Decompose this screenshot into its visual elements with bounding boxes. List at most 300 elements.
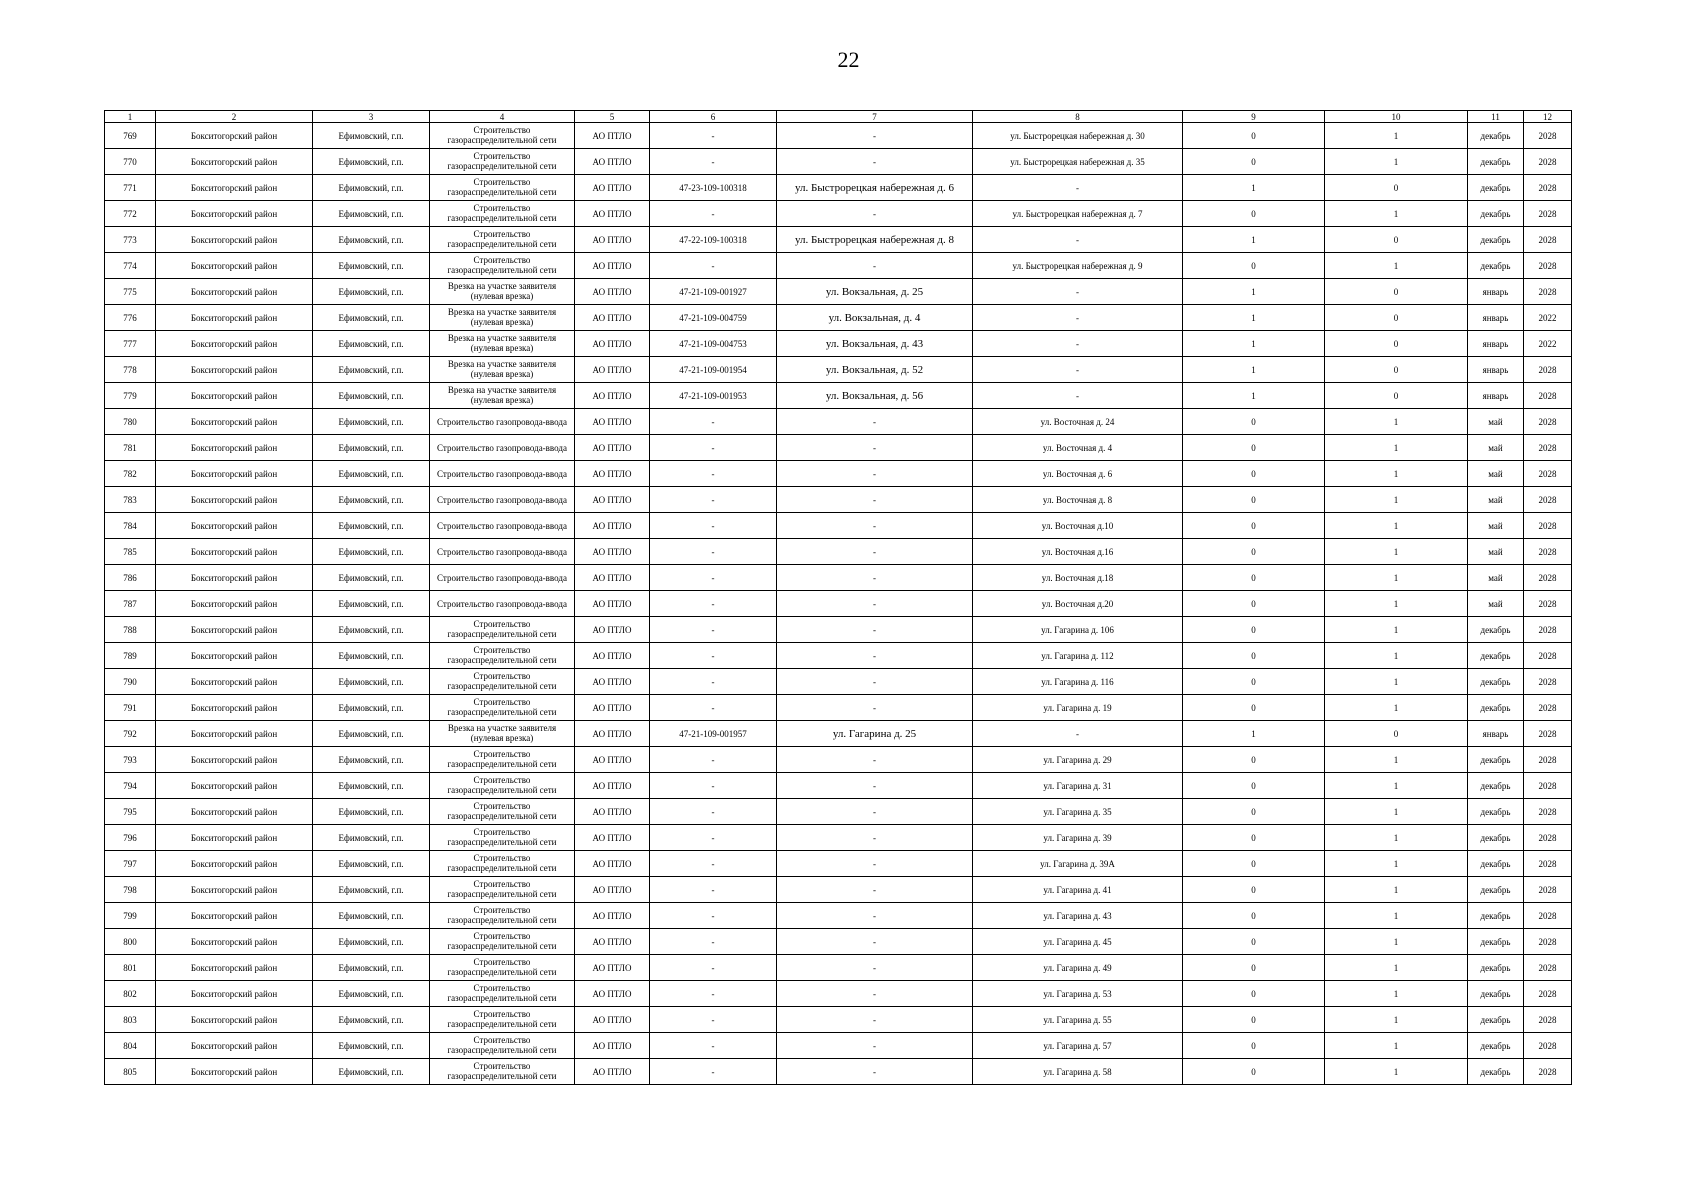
cell-cadastral-number: - bbox=[650, 981, 777, 1007]
cell-count-b: 1 bbox=[1325, 981, 1468, 1007]
table-row bbox=[105, 383, 1572, 409]
cell-year: 2028 bbox=[1524, 955, 1572, 981]
cell-cadastral-number: - bbox=[650, 669, 777, 695]
cell-year: 2028 bbox=[1524, 461, 1572, 487]
cell-month: декабрь bbox=[1468, 981, 1524, 1007]
cell-cadastral-number: - bbox=[650, 513, 777, 539]
cell-year: 2028 bbox=[1524, 643, 1572, 669]
cell-count-a: 0 bbox=[1183, 773, 1325, 799]
cell-cadastral-number: - bbox=[650, 799, 777, 825]
cell-work-type: Строительство газораспределительной сети bbox=[430, 643, 575, 669]
cell-district: Бокситогорский район bbox=[156, 461, 313, 487]
cell-applicant-address: - bbox=[777, 877, 973, 903]
cell-settlement: Ефимовский, г.п. bbox=[313, 695, 430, 721]
cell-month: декабрь bbox=[1468, 929, 1524, 955]
table-row bbox=[105, 851, 1572, 877]
cell-settlement: Ефимовский, г.п. bbox=[313, 877, 430, 903]
cell-operator: АО ПТЛО bbox=[575, 591, 650, 617]
cell-count-a: 0 bbox=[1183, 929, 1325, 955]
cell-district: Бокситогорский район bbox=[156, 227, 313, 253]
cell-network-address: - bbox=[973, 227, 1183, 253]
cell-row-number: 802 bbox=[105, 981, 156, 1007]
cell-district: Бокситогорский район bbox=[156, 929, 313, 955]
cell-operator: АО ПТЛО bbox=[575, 669, 650, 695]
cell-work-type: Строительство газопровода-ввода bbox=[430, 487, 575, 513]
cell-applicant-address: - bbox=[777, 409, 973, 435]
cell-network-address: ул. Гагарина д. 45 bbox=[973, 929, 1183, 955]
cell-month: декабрь bbox=[1468, 747, 1524, 773]
cell-year: 2028 bbox=[1524, 929, 1572, 955]
cell-count-b: 0 bbox=[1325, 383, 1468, 409]
cell-operator: АО ПТЛО bbox=[575, 851, 650, 877]
cell-district: Бокситогорский район bbox=[156, 123, 313, 149]
cell-count-b: 1 bbox=[1325, 955, 1468, 981]
cell-settlement: Ефимовский, г.п. bbox=[313, 305, 430, 331]
table-row bbox=[105, 123, 1572, 149]
cell-settlement: Ефимовский, г.п. bbox=[313, 773, 430, 799]
cell-work-type: Строительство газопровода-ввода bbox=[430, 461, 575, 487]
cell-count-a: 1 bbox=[1183, 175, 1325, 201]
cell-row-number: 805 bbox=[105, 1059, 156, 1085]
cell-work-type: Врезка на участке заявителя (нулевая врезка) bbox=[430, 279, 575, 305]
header-row bbox=[105, 111, 1572, 123]
cell-applicant-address: - bbox=[777, 747, 973, 773]
cell-applicant-address: - bbox=[777, 617, 973, 643]
cell-network-address: ул. Гагарина д. 116 bbox=[973, 669, 1183, 695]
cell-count-a: 0 bbox=[1183, 825, 1325, 851]
cell-operator: АО ПТЛО bbox=[575, 929, 650, 955]
cell-count-b: 1 bbox=[1325, 461, 1468, 487]
cell-settlement: Ефимовский, г.п. bbox=[313, 929, 430, 955]
cell-applicant-address: - bbox=[777, 539, 973, 565]
column-header-9: 9 bbox=[1183, 111, 1325, 123]
table-row bbox=[105, 409, 1572, 435]
cell-operator: АО ПТЛО bbox=[575, 513, 650, 539]
cell-settlement: Ефимовский, г.п. bbox=[313, 279, 430, 305]
cell-month: декабрь bbox=[1468, 955, 1524, 981]
cell-count-a: 0 bbox=[1183, 851, 1325, 877]
cell-district: Бокситогорский район bbox=[156, 149, 313, 175]
cell-count-a: 0 bbox=[1183, 669, 1325, 695]
table-row bbox=[105, 877, 1572, 903]
cell-cadastral-number: - bbox=[650, 1059, 777, 1085]
cell-row-number: 779 bbox=[105, 383, 156, 409]
cell-cadastral-number: 47-21-109-001927 bbox=[650, 279, 777, 305]
cell-applicant-address: - bbox=[777, 955, 973, 981]
cell-applicant-address: - bbox=[777, 929, 973, 955]
table-header bbox=[105, 111, 1572, 123]
cell-district: Бокситогорский район bbox=[156, 955, 313, 981]
cell-district: Бокситогорский район bbox=[156, 851, 313, 877]
cell-month: декабрь bbox=[1468, 1059, 1524, 1085]
cell-month: январь bbox=[1468, 357, 1524, 383]
cell-count-b: 1 bbox=[1325, 123, 1468, 149]
table-row bbox=[105, 1007, 1572, 1033]
cell-work-type: Строительство газораспределительной сети bbox=[430, 123, 575, 149]
cell-count-a: 0 bbox=[1183, 409, 1325, 435]
cell-network-address: ул. Быстрорецкая набережная д. 9 bbox=[973, 253, 1183, 279]
cell-district: Бокситогорский район bbox=[156, 643, 313, 669]
table-row bbox=[105, 539, 1572, 565]
cell-year: 2028 bbox=[1524, 487, 1572, 513]
cell-district: Бокситогорский район bbox=[156, 357, 313, 383]
cell-applicant-address: ул. Вокзальная, д. 43 bbox=[777, 331, 973, 357]
cell-month: январь bbox=[1468, 279, 1524, 305]
column-header-2: 2 bbox=[156, 111, 313, 123]
table-row bbox=[105, 1033, 1572, 1059]
cell-year: 2028 bbox=[1524, 565, 1572, 591]
cell-count-a: 0 bbox=[1183, 1059, 1325, 1085]
cell-month: май bbox=[1468, 565, 1524, 591]
cell-count-a: 1 bbox=[1183, 383, 1325, 409]
cell-network-address: ул. Гагарина д. 39А bbox=[973, 851, 1183, 877]
cell-operator: АО ПТЛО bbox=[575, 1007, 650, 1033]
cell-row-number: 770 bbox=[105, 149, 156, 175]
cell-row-number: 801 bbox=[105, 955, 156, 981]
cell-year: 2028 bbox=[1524, 903, 1572, 929]
cell-applicant-address: - bbox=[777, 565, 973, 591]
cell-row-number: 772 bbox=[105, 201, 156, 227]
table-row bbox=[105, 227, 1572, 253]
cell-count-a: 1 bbox=[1183, 279, 1325, 305]
cell-operator: АО ПТЛО bbox=[575, 253, 650, 279]
cell-month: январь bbox=[1468, 305, 1524, 331]
cell-applicant-address: - bbox=[777, 643, 973, 669]
cell-year: 2028 bbox=[1524, 1059, 1572, 1085]
cell-settlement: Ефимовский, г.п. bbox=[313, 1033, 430, 1059]
cell-work-type: Строительство газопровода-ввода bbox=[430, 435, 575, 461]
cell-count-a: 0 bbox=[1183, 799, 1325, 825]
cell-cadastral-number: - bbox=[650, 565, 777, 591]
table-row bbox=[105, 669, 1572, 695]
table-row bbox=[105, 591, 1572, 617]
cell-operator: АО ПТЛО bbox=[575, 617, 650, 643]
cell-work-type: Строительство газораспределительной сети bbox=[430, 747, 575, 773]
cell-district: Бокситогорский район bbox=[156, 1007, 313, 1033]
cell-row-number: 781 bbox=[105, 435, 156, 461]
cell-year: 2028 bbox=[1524, 669, 1572, 695]
cell-count-a: 0 bbox=[1183, 591, 1325, 617]
column-header-6: 6 bbox=[650, 111, 777, 123]
cell-count-b: 1 bbox=[1325, 825, 1468, 851]
cell-settlement: Ефимовский, г.п. bbox=[313, 617, 430, 643]
cell-count-b: 0 bbox=[1325, 721, 1468, 747]
cell-row-number: 803 bbox=[105, 1007, 156, 1033]
cell-settlement: Ефимовский, г.п. bbox=[313, 539, 430, 565]
cell-cadastral-number: 47-21-109-001953 bbox=[650, 383, 777, 409]
cell-cadastral-number: 47-21-109-004759 bbox=[650, 305, 777, 331]
cell-year: 2028 bbox=[1524, 227, 1572, 253]
cell-work-type: Строительство газораспределительной сети bbox=[430, 1033, 575, 1059]
table-row bbox=[105, 357, 1572, 383]
cell-district: Бокситогорский район bbox=[156, 383, 313, 409]
cell-count-b: 1 bbox=[1325, 1007, 1468, 1033]
table-row bbox=[105, 1059, 1572, 1085]
cell-network-address: - bbox=[973, 305, 1183, 331]
cell-year: 2028 bbox=[1524, 253, 1572, 279]
cell-operator: АО ПТЛО bbox=[575, 279, 650, 305]
cell-count-a: 0 bbox=[1183, 123, 1325, 149]
cell-work-type: Строительство газопровода-ввода bbox=[430, 591, 575, 617]
table-row bbox=[105, 487, 1572, 513]
cell-district: Бокситогорский район bbox=[156, 669, 313, 695]
cell-network-address: ул. Гагарина д. 106 bbox=[973, 617, 1183, 643]
cell-row-number: 771 bbox=[105, 175, 156, 201]
cell-network-address: ул. Гагарина д. 39 bbox=[973, 825, 1183, 851]
cell-year: 2028 bbox=[1524, 721, 1572, 747]
cell-operator: АО ПТЛО bbox=[575, 1033, 650, 1059]
cell-settlement: Ефимовский, г.п. bbox=[313, 175, 430, 201]
cell-month: декабрь bbox=[1468, 643, 1524, 669]
cell-cadastral-number: - bbox=[650, 903, 777, 929]
cell-month: май bbox=[1468, 487, 1524, 513]
cell-cadastral-number: 47-23-109-100318 bbox=[650, 175, 777, 201]
cell-month: декабрь bbox=[1468, 227, 1524, 253]
cell-row-number: 790 bbox=[105, 669, 156, 695]
cell-operator: АО ПТЛО bbox=[575, 1059, 650, 1085]
cell-applicant-address: - bbox=[777, 669, 973, 695]
cell-work-type: Строительство газораспределительной сети bbox=[430, 955, 575, 981]
cell-row-number: 800 bbox=[105, 929, 156, 955]
cell-count-a: 0 bbox=[1183, 435, 1325, 461]
table-row bbox=[105, 279, 1572, 305]
cell-row-number: 789 bbox=[105, 643, 156, 669]
cell-count-b: 1 bbox=[1325, 435, 1468, 461]
cell-settlement: Ефимовский, г.п. bbox=[313, 591, 430, 617]
cell-month: май bbox=[1468, 591, 1524, 617]
cell-settlement: Ефимовский, г.п. bbox=[313, 513, 430, 539]
cell-settlement: Ефимовский, г.п. bbox=[313, 747, 430, 773]
cell-network-address: ул. Быстрорецкая набережная д. 35 bbox=[973, 149, 1183, 175]
cell-year: 2028 bbox=[1524, 175, 1572, 201]
cell-settlement: Ефимовский, г.п. bbox=[313, 201, 430, 227]
cell-count-a: 0 bbox=[1183, 955, 1325, 981]
cell-settlement: Ефимовский, г.п. bbox=[313, 461, 430, 487]
cell-month: декабрь bbox=[1468, 903, 1524, 929]
cell-district: Бокситогорский район bbox=[156, 331, 313, 357]
table-row bbox=[105, 799, 1572, 825]
cell-district: Бокситогорский район bbox=[156, 877, 313, 903]
cell-network-address: ул. Быстрорецкая набережная д. 30 bbox=[973, 123, 1183, 149]
cell-applicant-address: - bbox=[777, 123, 973, 149]
cell-work-type: Строительство газораспределительной сети bbox=[430, 877, 575, 903]
cell-settlement: Ефимовский, г.п. bbox=[313, 383, 430, 409]
cell-row-number: 792 bbox=[105, 721, 156, 747]
cell-applicant-address: - bbox=[777, 851, 973, 877]
cell-operator: АО ПТЛО bbox=[575, 643, 650, 669]
cell-year: 2022 bbox=[1524, 305, 1572, 331]
cell-cadastral-number: - bbox=[650, 851, 777, 877]
table-row bbox=[105, 253, 1572, 279]
cell-district: Бокситогорский район bbox=[156, 799, 313, 825]
cell-year: 2028 bbox=[1524, 773, 1572, 799]
cell-network-address: ул. Гагарина д. 58 bbox=[973, 1059, 1183, 1085]
cell-cadastral-number: 47-21-109-001957 bbox=[650, 721, 777, 747]
cell-district: Бокситогорский район bbox=[156, 305, 313, 331]
cell-count-b: 0 bbox=[1325, 331, 1468, 357]
cell-count-a: 0 bbox=[1183, 903, 1325, 929]
cell-applicant-address: ул. Гагарина д. 25 bbox=[777, 721, 973, 747]
cell-work-type: Врезка на участке заявителя (нулевая врезка) bbox=[430, 305, 575, 331]
cell-work-type: Строительство газораспределительной сети bbox=[430, 1007, 575, 1033]
cell-district: Бокситогорский район bbox=[156, 903, 313, 929]
cell-year: 2028 bbox=[1524, 825, 1572, 851]
cell-settlement: Ефимовский, г.п. bbox=[313, 1059, 430, 1085]
cell-operator: АО ПТЛО bbox=[575, 539, 650, 565]
cell-count-a: 0 bbox=[1183, 747, 1325, 773]
cell-year: 2028 bbox=[1524, 513, 1572, 539]
cell-applicant-address: - bbox=[777, 825, 973, 851]
cell-month: декабрь bbox=[1468, 825, 1524, 851]
cell-count-b: 1 bbox=[1325, 747, 1468, 773]
cell-work-type: Врезка на участке заявителя (нулевая врезка) bbox=[430, 383, 575, 409]
cell-count-a: 0 bbox=[1183, 539, 1325, 565]
cell-settlement: Ефимовский, г.п. bbox=[313, 903, 430, 929]
cell-cadastral-number: - bbox=[650, 643, 777, 669]
cell-operator: АО ПТЛО bbox=[575, 175, 650, 201]
table-row bbox=[105, 929, 1572, 955]
cell-settlement: Ефимовский, г.п. bbox=[313, 825, 430, 851]
cell-row-number: 784 bbox=[105, 513, 156, 539]
cell-work-type: Строительство газораспределительной сети bbox=[430, 253, 575, 279]
cell-month: май bbox=[1468, 539, 1524, 565]
cell-applicant-address: - bbox=[777, 799, 973, 825]
cell-settlement: Ефимовский, г.п. bbox=[313, 851, 430, 877]
cell-operator: АО ПТЛО bbox=[575, 721, 650, 747]
cell-count-a: 0 bbox=[1183, 461, 1325, 487]
cell-year: 2028 bbox=[1524, 617, 1572, 643]
cell-count-a: 0 bbox=[1183, 253, 1325, 279]
cell-cadastral-number: - bbox=[650, 1007, 777, 1033]
cell-row-number: 785 bbox=[105, 539, 156, 565]
cell-year: 2028 bbox=[1524, 981, 1572, 1007]
cell-network-address: ул. Гагарина д. 57 bbox=[973, 1033, 1183, 1059]
cell-settlement: Ефимовский, г.п. bbox=[313, 1007, 430, 1033]
cell-district: Бокситогорский район bbox=[156, 1033, 313, 1059]
cell-cadastral-number: - bbox=[650, 539, 777, 565]
cell-row-number: 796 bbox=[105, 825, 156, 851]
cell-district: Бокситогорский район bbox=[156, 773, 313, 799]
cell-count-b: 1 bbox=[1325, 669, 1468, 695]
cell-count-b: 0 bbox=[1325, 357, 1468, 383]
cell-district: Бокситогорский район bbox=[156, 201, 313, 227]
cell-district: Бокситогорский район bbox=[156, 747, 313, 773]
cell-work-type: Строительство газораспределительной сети bbox=[430, 903, 575, 929]
table-row bbox=[105, 721, 1572, 747]
cell-month: январь bbox=[1468, 383, 1524, 409]
cell-month: декабрь bbox=[1468, 201, 1524, 227]
cell-operator: АО ПТЛО bbox=[575, 123, 650, 149]
cell-applicant-address: - bbox=[777, 903, 973, 929]
cell-count-b: 1 bbox=[1325, 773, 1468, 799]
cell-month: май bbox=[1468, 513, 1524, 539]
cell-applicant-address: - bbox=[777, 981, 973, 1007]
cell-network-address: ул. Гагарина д. 41 bbox=[973, 877, 1183, 903]
cell-month: декабрь bbox=[1468, 877, 1524, 903]
cell-work-type: Строительство газораспределительной сети bbox=[430, 201, 575, 227]
table-row bbox=[105, 175, 1572, 201]
gas-network-table bbox=[104, 110, 1572, 1085]
cell-row-number: 797 bbox=[105, 851, 156, 877]
cell-month: январь bbox=[1468, 721, 1524, 747]
cell-row-number: 778 bbox=[105, 357, 156, 383]
cell-settlement: Ефимовский, г.п. bbox=[313, 227, 430, 253]
cell-count-a: 0 bbox=[1183, 981, 1325, 1007]
cell-year: 2028 bbox=[1524, 539, 1572, 565]
cell-count-a: 0 bbox=[1183, 487, 1325, 513]
cell-operator: АО ПТЛО bbox=[575, 383, 650, 409]
cell-year: 2028 bbox=[1524, 435, 1572, 461]
cell-network-address: ул. Восточная д. 24 bbox=[973, 409, 1183, 435]
cell-settlement: Ефимовский, г.п. bbox=[313, 123, 430, 149]
cell-network-address: ул. Восточная д.20 bbox=[973, 591, 1183, 617]
cell-count-b: 0 bbox=[1325, 227, 1468, 253]
cell-district: Бокситогорский район bbox=[156, 539, 313, 565]
cell-count-b: 1 bbox=[1325, 1033, 1468, 1059]
cell-month: декабрь bbox=[1468, 149, 1524, 175]
cell-operator: АО ПТЛО bbox=[575, 201, 650, 227]
cell-cadastral-number: 47-22-109-100318 bbox=[650, 227, 777, 253]
table-row bbox=[105, 461, 1572, 487]
cell-applicant-address: ул. Вокзальная, д. 56 bbox=[777, 383, 973, 409]
column-header-1: 1 bbox=[105, 111, 156, 123]
cell-work-type: Строительство газораспределительной сети bbox=[430, 175, 575, 201]
cell-cadastral-number: - bbox=[650, 591, 777, 617]
cell-count-a: 0 bbox=[1183, 1033, 1325, 1059]
cell-settlement: Ефимовский, г.п. bbox=[313, 253, 430, 279]
cell-row-number: 794 bbox=[105, 773, 156, 799]
column-header-7: 7 bbox=[777, 111, 973, 123]
cell-count-b: 1 bbox=[1325, 903, 1468, 929]
cell-count-a: 0 bbox=[1183, 513, 1325, 539]
cell-count-b: 1 bbox=[1325, 591, 1468, 617]
cell-network-address: ул. Гагарина д. 35 bbox=[973, 799, 1183, 825]
cell-network-address: ул. Восточная д. 8 bbox=[973, 487, 1183, 513]
cell-row-number: 775 bbox=[105, 279, 156, 305]
table-row bbox=[105, 643, 1572, 669]
cell-district: Бокситогорский район bbox=[156, 981, 313, 1007]
cell-cadastral-number: - bbox=[650, 617, 777, 643]
cell-applicant-address: - bbox=[777, 1059, 973, 1085]
cell-work-type: Врезка на участке заявителя (нулевая врезка) bbox=[430, 357, 575, 383]
cell-count-b: 1 bbox=[1325, 799, 1468, 825]
column-header-5: 5 bbox=[575, 111, 650, 123]
cell-network-address: ул. Восточная д.16 bbox=[973, 539, 1183, 565]
cell-month: декабрь bbox=[1468, 617, 1524, 643]
cell-network-address: ул. Восточная д. 6 bbox=[973, 461, 1183, 487]
cell-work-type: Строительство газопровода-ввода bbox=[430, 565, 575, 591]
cell-applicant-address: - bbox=[777, 1033, 973, 1059]
cell-row-number: 780 bbox=[105, 409, 156, 435]
cell-month: декабрь bbox=[1468, 1033, 1524, 1059]
cell-row-number: 795 bbox=[105, 799, 156, 825]
cell-row-number: 782 bbox=[105, 461, 156, 487]
cell-settlement: Ефимовский, г.п. bbox=[313, 721, 430, 747]
cell-settlement: Ефимовский, г.п. bbox=[313, 799, 430, 825]
cell-count-a: 1 bbox=[1183, 357, 1325, 383]
cell-applicant-address: ул. Вокзальная, д. 25 bbox=[777, 279, 973, 305]
cell-operator: АО ПТЛО bbox=[575, 773, 650, 799]
cell-operator: АО ПТЛО bbox=[575, 747, 650, 773]
cell-applicant-address: - bbox=[777, 487, 973, 513]
cell-network-address: - bbox=[973, 175, 1183, 201]
cell-cadastral-number: - bbox=[650, 123, 777, 149]
cell-settlement: Ефимовский, г.п. bbox=[313, 435, 430, 461]
cell-applicant-address: - bbox=[777, 1007, 973, 1033]
table-row bbox=[105, 617, 1572, 643]
cell-count-a: 0 bbox=[1183, 695, 1325, 721]
column-header-10: 10 bbox=[1325, 111, 1468, 123]
